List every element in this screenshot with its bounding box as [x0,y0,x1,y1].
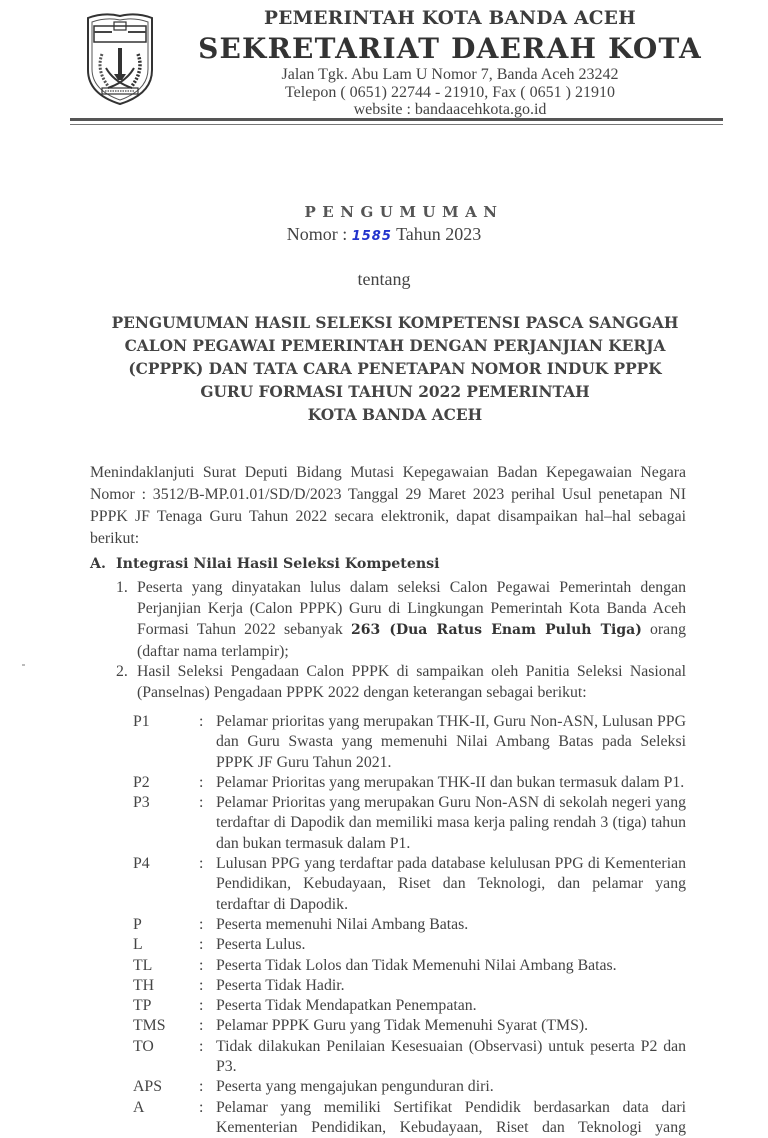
definition-text: Pelamar Prioritas yang merupakan THK-II dan bukan termasuk dalam P1. [216,773,685,791]
definition-row [133,793,686,854]
list-item-number: 2. [116,663,128,680]
participant-count-bold: 263 (Dua Ratus Enam Puluh Tiga) [350,622,642,638]
letterhead-government-name: PEMERINTAH KOTA BANDA ACEH [263,8,636,29]
definition-text: Tidak dilakukan Penilaian Kesesuaian (Observasi) untuk peserta P2 dan P3. [216,1037,686,1076]
section-a-heading [90,556,440,572]
definition-row [133,1098,686,1138]
definition-code: P4 [133,855,150,873]
definition-separator: : [199,1037,204,1055]
definition-code: TP [133,997,152,1015]
handwritten-number: 1585 [351,229,392,244]
definition-text: Peserta yang mengajukan pengunduran diri. [216,1078,494,1096]
definition-code: L [133,936,143,954]
definition-text: Peserta Lulus. [216,936,306,954]
definition-separator: : [199,713,204,730]
letterhead-website: website : bandaacehkota.go.id [353,101,547,118]
definition-separator: : [199,794,204,812]
definition-text: Pelamar prioritas yang merupakan THK-II, Guru Non-ASN, Lulusan PPG dan Guru Swasta yang memenuhi Nilai Ambang Batas pada Seleksi PPPK JF Guru Tahun 2021. [216,713,686,771]
definition-text: Pelamar yang memiliki Sertifikat Pendidik berdasarkan data dari Kementerian Pendidikan, Kebudayaan, Riset dan Teknologi yang [216,1098,686,1136]
section-title: Integrasi Nilai Hasil Seleksi Kompetensi [116,556,440,572]
definition-code: A [133,1098,145,1116]
definition-text: Peserta Tidak Hadir. [216,976,345,994]
city-coat-of-arms-logo [84,10,156,106]
document-number-year: Tahun 2023 [391,224,482,244]
intro-paragraph: Menindaklanjuti Surat Deputi Bidang Mutasi Kepegawaian Badan Kepegawaian Negara Nomor : 3512/B-MP.01.01/SD/D/2023 Tanggal 29 Maret 2023 perihal Usul penetapan NI PPPK JF Tenaga Guru Tahun 2022 secara elektronik, dapat disampaikan hal–hal sebagai berikut: [90,464,686,547]
definition-text: Pelamar PPPK Guru yang Tidak Memenuhi Syarat (TMS). [216,1017,589,1035]
subject-line: KOTA BANDA ACEH [307,406,483,424]
definition-text: Peserta Tidak Mendapatkan Penempatan. [216,997,477,1015]
definition-separator: : [199,976,204,994]
document-title: PENGUMUMAN [304,203,504,221]
letterhead-address: Jalan Tgk. Abu Lam U Nomor 7, Banda Aceh 23242 [281,66,619,83]
subject-line: PENGUMUMAN HASIL SELEKSI KOMPETENSI PASCA SANGGAH [111,314,679,332]
definition-separator: : [199,1078,204,1096]
definition-separator: : [199,1017,204,1035]
document-number [0,224,768,245]
definition-code: P1 [133,713,150,730]
definition-code: TMS [133,1017,166,1035]
list-item-text [137,577,686,662]
definitions-list [133,712,686,1138]
definition-text: Lulusan PPG yang terdaftar pada database kelulusan PPG di Kementerian Pendidikan, Kebudayaan, Riset dan Teknologi, dan pelamar yang terdaftar di Dapodik. [216,855,686,913]
subject-line: (CPPPK) DAN TATA CARA PENETAPAN NOMOR INDUK PPPK [128,360,662,378]
subject-line: CALON PEGAWAI PEMERINTAH DENGAN PERJANJIAN KERJA [124,337,666,355]
letterhead-divider-thin [70,124,723,125]
definition-code: TL [133,956,153,974]
definition-separator: : [199,956,204,974]
letterhead-divider-thick [70,118,723,121]
list-item-text-part: orang (daftar nama terlampir); [137,621,686,660]
definition-row [133,712,686,773]
letterhead-office-name: SEKRETARIAT DAERAH KOTA [198,32,702,65]
letterhead-phone: Telepon ( 0651) 22744 - 21910, Fax ( 0651 ) 21910 [285,84,615,101]
definition-row [133,915,686,935]
document-subject [80,312,710,427]
definition-code: P2 [133,773,150,791]
definition-separator: : [199,915,204,933]
document-about-label: tentang [357,269,411,289]
definition-row [133,956,686,976]
definition-row [133,1077,686,1097]
definition-code: P [133,915,142,933]
definition-row [133,773,686,793]
definition-code: TH [133,976,155,994]
list-item-1 [116,577,686,662]
definition-separator: : [199,936,204,954]
definition-text: Peserta memenuhi Nilai Ambang Batas. [216,915,469,933]
definition-separator: : [199,997,204,1015]
definition-row [133,996,686,1016]
list-item-text-part: Peserta yang dinyatakan lulus dalam seleksi Calon Pegawai Pemerintah dengan Perjanjian Kerja (Calon PPPK) Guru di Lingkungan Pemerintah Kota Banda Aceh Formasi Tahun 2022 sebanyak [137,579,686,638]
definition-code: TO [133,1037,154,1055]
definition-separator: : [199,1098,204,1116]
scan-artifact [22,664,25,666]
list-item-2 [116,661,686,703]
definition-row [133,976,686,996]
list-item-text: Hasil Seleksi Pengadaan Calon PPPK di sampaikan oleh Panitia Seleksi Nasional (Panselnas) Pengadaan PPPK 2022 dengan keterangan sebagai berikut: [137,663,686,701]
document-number-prefix: Nomor : [286,224,352,244]
definition-separator: : [199,773,204,791]
definition-row [133,1037,686,1078]
definition-text: Peserta Tidak Lolos dan Tidak Memenuhi Nilai Ambang Batas. [216,956,617,974]
coat-of-arms-icon [84,10,156,106]
definition-row [133,1016,686,1036]
definition-row [133,935,686,955]
section-letter: A. [90,556,106,572]
definition-row [133,854,686,915]
list-item-number: 1. [116,579,128,596]
definition-code: APS [133,1078,162,1096]
definition-text: Pelamar Prioritas yang merupakan Guru Non-ASN di sekolah negeri yang terdaftar di Dapodik dan memiliki masa kerja paling rendah 3 (tiga) tahun dan bukan termasuk dalam P1. [216,794,686,852]
definition-code: P3 [133,794,150,812]
subject-line: GURU FORMASI TAHUN 2022 PEMERINTAH [200,383,590,401]
definition-separator: : [199,855,204,873]
